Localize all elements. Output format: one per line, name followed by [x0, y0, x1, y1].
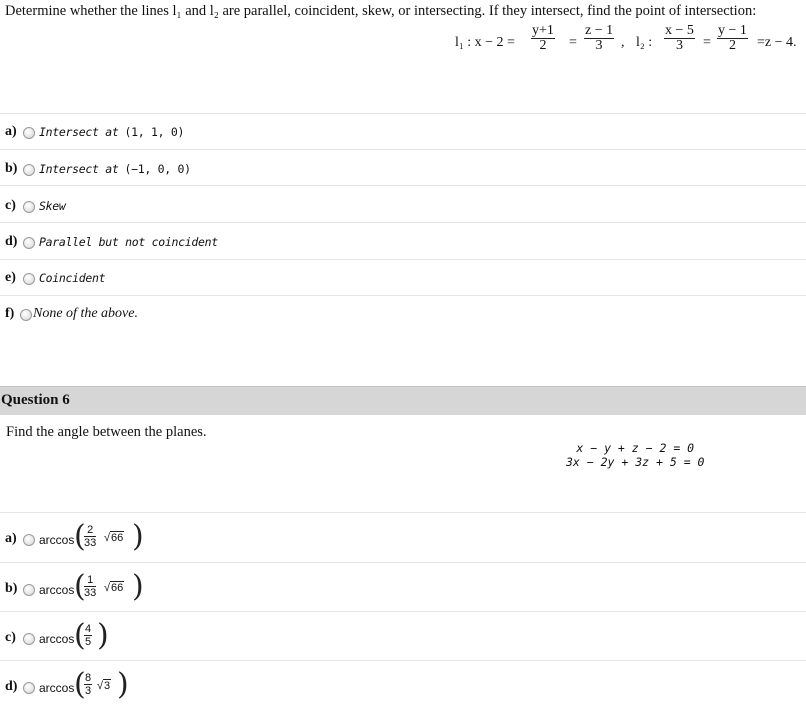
- fraction: [84, 524, 96, 549]
- right-paren: ): [117, 667, 129, 702]
- l1-f2-denominator: 3: [595, 38, 603, 53]
- right-paren: ): [132, 519, 144, 554]
- question-6-title: Question 6: [1, 392, 70, 408]
- option-letter: b): [5, 161, 18, 176]
- q5-option-d[interactable]: [0, 222, 806, 260]
- q5-option-c[interactable]: [0, 185, 806, 223]
- radio-button[interactable]: [23, 584, 35, 596]
- l2-f1-denominator: 3: [675, 38, 683, 53]
- plane-equation-1: x − y + z − 2 = 0: [576, 441, 695, 455]
- q6-option-c[interactable]: [0, 611, 806, 661]
- left-paren: (: [74, 569, 86, 604]
- denominator: 5: [85, 636, 92, 648]
- option-value: (1, 1, 0): [124, 125, 185, 139]
- square-root: √66: [104, 582, 124, 594]
- plane-equations: [566, 441, 704, 469]
- right-paren: ): [132, 569, 144, 604]
- q6-option-a[interactable]: [0, 512, 806, 563]
- l2-f2-denominator: 2: [728, 38, 736, 53]
- l1-fraction-1: [531, 24, 555, 53]
- l2-fraction-2: [717, 24, 748, 53]
- q6-option-b[interactable]: [0, 562, 806, 612]
- radicand: 66: [111, 582, 124, 594]
- l2-label: l₂ :: [636, 35, 653, 50]
- option-letter: f): [5, 306, 15, 321]
- left-paren: (: [74, 667, 86, 702]
- numerator: 2: [84, 524, 96, 537]
- option-text: Skew: [39, 199, 66, 213]
- radio-button[interactable]: [20, 309, 32, 321]
- option-text: None of the above.: [33, 306, 138, 321]
- radio-button[interactable]: [23, 534, 35, 546]
- l2-f2-numerator: y − 1: [718, 23, 747, 38]
- fraction: [84, 672, 92, 697]
- radio-button[interactable]: [23, 237, 35, 249]
- radio-button[interactable]: [23, 633, 35, 645]
- numerator: 4: [85, 623, 92, 635]
- l2-tail: =z − 4.: [757, 35, 797, 50]
- plane-equation-2: 3x − 2y + 3z + 5 = 0: [566, 455, 705, 469]
- arccos-function: arccos: [39, 632, 75, 646]
- denominator: 33: [84, 587, 97, 599]
- l2-f1-numerator: x − 5: [665, 23, 694, 38]
- q6-option-d[interactable]: [0, 660, 806, 708]
- l1-f1-numerator: y+1: [532, 23, 554, 38]
- q5-option-a[interactable]: [0, 113, 806, 150]
- radicand: 66: [111, 532, 124, 544]
- option-text: Intersect at (1, 1, 0): [39, 125, 185, 139]
- radio-button[interactable]: [23, 127, 35, 139]
- numerator: 1: [84, 574, 96, 587]
- option-letter: b): [5, 581, 18, 596]
- denominator: 3: [85, 685, 92, 697]
- radio-button[interactable]: [23, 682, 35, 694]
- square-root: √3: [97, 680, 111, 692]
- option-letter: c): [5, 198, 16, 213]
- line-equations: [455, 24, 800, 60]
- l1-f1-denominator: 2: [539, 38, 547, 53]
- square-root: √66: [104, 532, 124, 544]
- question-6-prompt: Find the angle between the planes.: [6, 424, 207, 440]
- option-letter: a): [5, 124, 17, 139]
- fraction: [84, 574, 96, 599]
- numerator: 8: [85, 672, 92, 684]
- question-5-prompt: Determine whether the lines l₁ and l₂ are parallel, coincident, skew, or intersecting. If they intersect, find the point of intersection:: [5, 3, 757, 19]
- option-letter: c): [5, 630, 16, 645]
- question-6-header: [0, 386, 806, 415]
- q5-option-b[interactable]: [0, 149, 806, 186]
- l1-comma: ,: [621, 35, 625, 50]
- denominator: 33: [84, 537, 97, 549]
- option-letter: d): [5, 679, 18, 694]
- l1-f2-numerator: z − 1: [585, 23, 614, 38]
- q5-option-f[interactable]: [0, 295, 806, 332]
- l1-fraction-2: [584, 24, 614, 53]
- option-text: Coincident: [39, 271, 106, 285]
- left-paren: (: [74, 618, 86, 653]
- option-letter: a): [5, 531, 17, 546]
- l1-equals: =: [569, 35, 577, 50]
- radio-button[interactable]: [23, 273, 35, 285]
- option-letter: d): [5, 234, 18, 249]
- radio-button[interactable]: [23, 201, 35, 213]
- l1-label: l₁ : x − 2 =: [455, 35, 515, 50]
- option-text: Parallel but not coincident: [39, 235, 218, 249]
- l2-fraction-1: [664, 24, 695, 53]
- right-paren: ): [97, 618, 109, 653]
- radio-button[interactable]: [23, 164, 35, 176]
- arccos-function: arccos: [39, 681, 75, 695]
- radicand: 3: [104, 680, 111, 692]
- left-paren: (: [74, 519, 86, 554]
- option-value: (−1, 0, 0): [124, 162, 191, 176]
- arccos-function: arccos: [39, 533, 75, 547]
- arccos-function: arccos: [39, 583, 75, 597]
- option-letter: e): [5, 270, 16, 285]
- option-text: Intersect at (−1, 0, 0): [39, 162, 191, 176]
- q5-option-e[interactable]: [0, 259, 806, 296]
- fraction: [84, 623, 92, 648]
- l2-equals: =: [703, 35, 711, 50]
